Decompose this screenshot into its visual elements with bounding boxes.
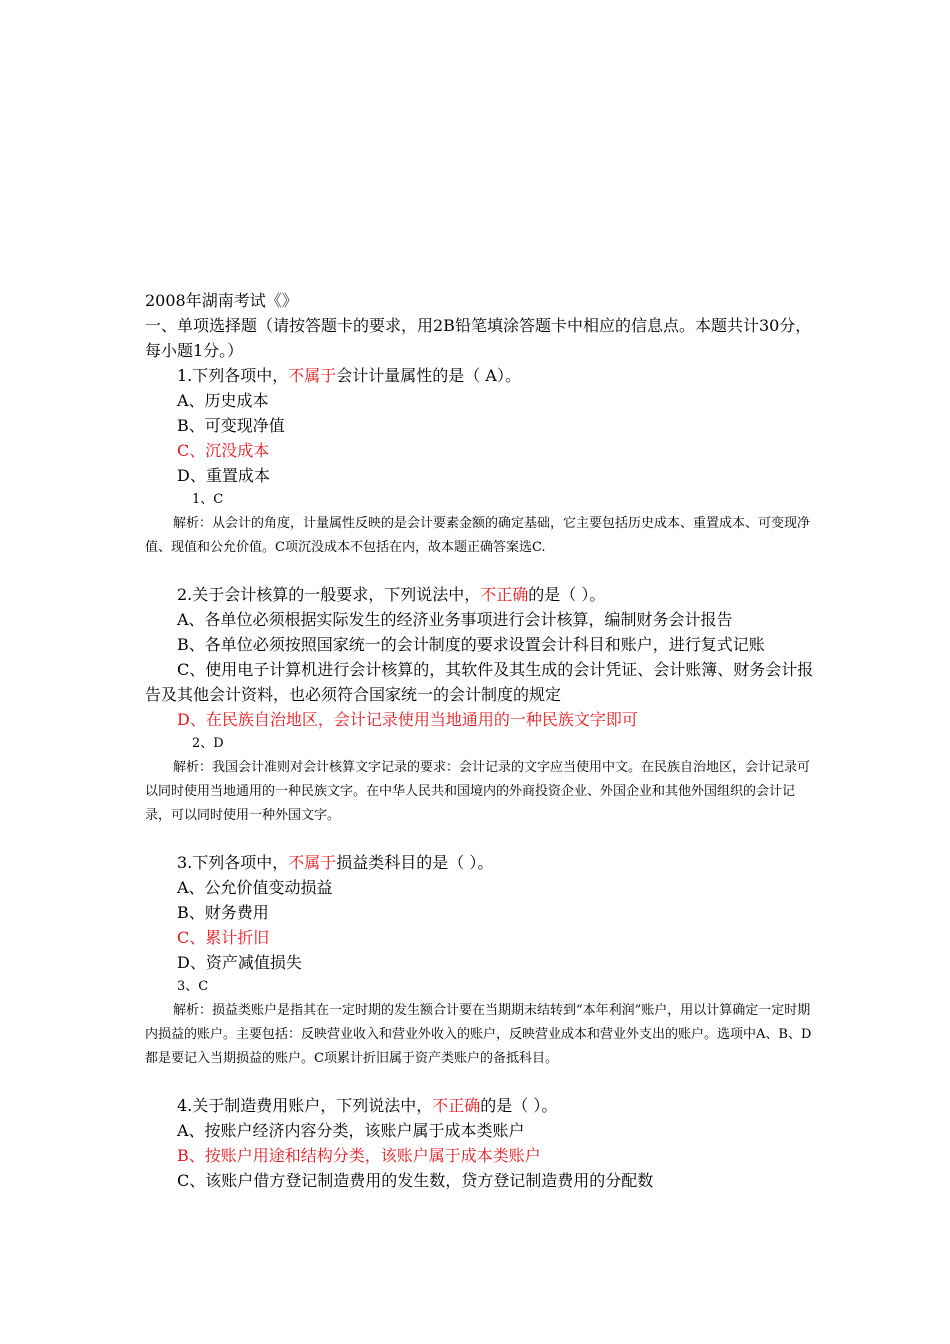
question-1-highlight: 不属于 [288, 366, 337, 385]
question-1-option-d: D、重置成本 [177, 466, 270, 485]
spacer [145, 1071, 817, 1093]
question-4 [145, 1093, 817, 1118]
question-4-option-b: B、按账户用途和结构分类，该账户属于成本类账户 [177, 1146, 541, 1165]
question-4-suffix: 的是（ ）。 [480, 1096, 558, 1115]
question-4-option-c: C、该账户借方登记制造费用的发生数，贷方登记制造费用的分配数 [177, 1171, 654, 1190]
question-1-option-a: A、历史成本 [177, 391, 269, 410]
question-3-option-d: D、资产减值损失 [177, 953, 302, 972]
question-2-prefix: 2.关于会计核算的一般要求，下列说法中， [177, 585, 481, 604]
question-4-option-a: A、按账户经济内容分类，该账户属于成本类账户 [177, 1121, 525, 1140]
question-3-option-c: C、累计折旧 [177, 928, 270, 947]
question-2-option-a: A、各单位必须根据实际发生的经济业务事项进行会计核算，编制财务会计报告 [177, 610, 733, 629]
question-1 [145, 363, 817, 388]
question-1-option-c: C、沉没成本 [177, 441, 270, 460]
question-2-option-d: D、在民族自治地区，会计记录使用当地通用的一种民族文字即可 [177, 710, 638, 729]
question-2-suffix: 的是（ ）。 [528, 585, 606, 604]
document-page [145, 288, 817, 1193]
spacer [145, 828, 817, 850]
question-3-answer: 3、C [177, 979, 209, 994]
question-1-analysis: 解析：从会计的角度，计量属性反映的是会计要素金额的确定基础，它主要包括历史成本、重置成本、可变现净值、现值和公允价值。C项沉没成本不包括在内，故本题正确答案选C. [145, 516, 811, 555]
question-3-prefix: 3.下列各项中， [177, 853, 289, 872]
question-2-option-c: C、使用电子计算机进行会计核算的，其软件及其生成的会计凭证、会计账簿、财务会计报告及其他会计资料，也必须符合国家统一的会计制度的规定 [145, 660, 814, 704]
question-2 [145, 582, 817, 607]
question-1-option-b: B、可变现净值 [177, 416, 285, 435]
spacer [145, 560, 817, 582]
question-4-highlight: 不正确 [432, 1096, 481, 1115]
question-1-suffix: 会计计量属性的是（ A）。 [336, 366, 521, 385]
question-2-analysis: 解析：我国会计准则对会计核算文字记录的要求：会计记录的文字应当使用中文。在民族自治地区，会计记录可以同时使用当地通用的一种民族文字。在中华人民共和国境内的外商投资企业、外国企业和其他外国组织的会计记录，可以同时使用一种外国文字。 [145, 760, 811, 823]
question-3 [145, 850, 817, 875]
question-2-answer: 2、D [192, 736, 224, 751]
question-2-highlight: 不正确 [480, 585, 529, 604]
question-3-option-a: A、公允价值变动损益 [177, 878, 333, 897]
question-3-option-b: B、财务费用 [177, 903, 269, 922]
document-title: 2008年湖南考试《》 [145, 291, 298, 310]
section-intro: 一、单项选择题（请按答题卡的要求，用2B铅笔填涂答题卡中相应的信息点。本题共计30分，每小题1分。） [145, 316, 812, 360]
question-2-option-b: B、各单位必须按照国家统一的会计制度的要求设置会计科目和账户，进行复式记账 [177, 635, 765, 654]
question-3-suffix: 损益类科目的是（ ）。 [336, 853, 494, 872]
question-3-analysis: 解析：损益类账户是指其在一定时期的发生额合计要在当期期末结转到“本年利润”账户，用以计算确定一定时期内损益的账户。主要包括：反映营业收入和营业外收入的账户，反映营业成本和营业外支出的账户。选项中A、B、D都是要记入当期损益的账户。C项累计折旧属于资产类账户的备抵科目。 [145, 1003, 812, 1066]
question-1-prefix: 1.下列各项中， [177, 366, 289, 385]
question-1-answer: 1、C [192, 492, 224, 507]
question-4-prefix: 4.关于制造费用账户，下列说法中， [177, 1096, 433, 1115]
question-3-highlight: 不属于 [288, 853, 337, 872]
